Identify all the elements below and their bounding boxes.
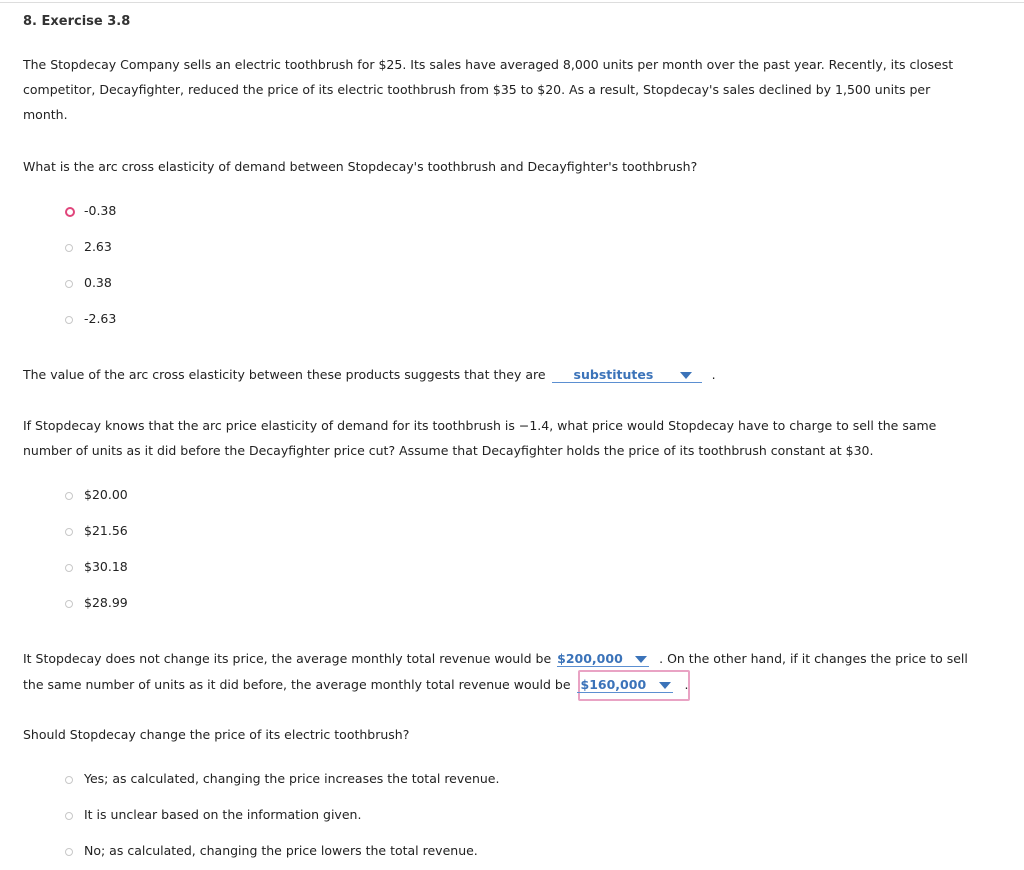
- q3-option-4-radio[interactable]: [65, 600, 73, 608]
- q2-dropdown-value: substitutes: [573, 367, 654, 382]
- q3-option-1-radio[interactable]: [65, 492, 73, 500]
- q1-option-1-radio[interactable]: [65, 207, 75, 217]
- q4-part-3: the same number of units as it did before, the average monthly total revenue would be: [23, 677, 571, 692]
- q5-option-2-label[interactable]: It is unclear based on the information given.: [84, 807, 362, 822]
- q2-sentence: [23, 367, 716, 383]
- q5-option-3-radio[interactable]: [65, 848, 73, 856]
- q4-line-2: [23, 677, 688, 693]
- q2-suffix: .: [711, 367, 716, 382]
- q1-option-1-label[interactable]: -0.38: [84, 203, 117, 218]
- q3-line-1: If Stopdecay knows that the arc price elasticity of demand for its toothbrush is −1.4, what price would Stopdecay have to charge to sell the same: [23, 418, 937, 433]
- q1-option-3-label[interactable]: 0.38: [84, 275, 112, 290]
- chevron-down-icon: [680, 372, 692, 379]
- q4-part-1: It Stopdecay does not change its price, the average monthly total revenue would be: [23, 651, 552, 666]
- q1-option-2-radio[interactable]: [65, 244, 73, 252]
- q1-option-4-label[interactable]: -2.63: [84, 311, 117, 326]
- q5-option-3-label[interactable]: No; as calculated, changing the price lowers the total revenue.: [84, 843, 478, 858]
- q4-dropdown-2-value: $160,000: [580, 677, 647, 692]
- intro-line-3: month.: [23, 107, 68, 122]
- q3-option-1-label[interactable]: $20.00: [84, 487, 128, 502]
- q1-option-3-radio[interactable]: [65, 280, 73, 288]
- intro-line-1: The Stopdecay Company sells an electric toothbrush for $25. Its sales have averaged 8,000 units per month over the past year. Recently, its closest: [23, 57, 954, 72]
- q2-dropdown[interactable]: [552, 367, 702, 383]
- q5-prompt: Should Stopdecay change the price of its electric toothbrush?: [23, 727, 410, 742]
- exercise-title: 8. Exercise 3.8: [23, 14, 131, 29]
- q3-option-2-radio[interactable]: [65, 528, 73, 536]
- intro-paragraph: [23, 52, 998, 127]
- q1-prompt: What is the arc cross elasticity of demand between Stopdecay's toothbrush and Decayfighter's toothbrush?: [23, 159, 698, 174]
- q1-option-4-radio[interactable]: [65, 316, 73, 324]
- q4-line-1: [23, 651, 968, 667]
- q5-option-1-radio[interactable]: [65, 776, 73, 784]
- q5-option-2-radio[interactable]: [65, 812, 73, 820]
- q1-option-2-label[interactable]: 2.63: [84, 239, 112, 254]
- q3-option-2-label[interactable]: $21.56: [84, 523, 128, 538]
- top-divider: [0, 2, 1024, 3]
- q2-prefix: The value of the arc cross elasticity between these products suggests that they are: [23, 367, 546, 382]
- q3-option-3-label[interactable]: $30.18: [84, 559, 128, 574]
- q3-prompt: [23, 413, 998, 463]
- q5-option-1-label[interactable]: Yes; as calculated, changing the price increases the total revenue.: [84, 771, 500, 786]
- q4-dropdown-2[interactable]: [577, 677, 673, 693]
- q4-dropdown-1-value: $200,000: [557, 651, 623, 666]
- chevron-down-icon: [659, 682, 671, 689]
- q3-line-2: number of units as it did before the Decayfighter price cut? Assume that Decayfighter holds the price of its toothbrush constant at $30.: [23, 443, 874, 458]
- q3-option-3-radio[interactable]: [65, 564, 73, 572]
- intro-line-2: competitor, Decayfighter, reduced the price of its electric toothbrush from $35 to $20. As a result, Stopdecay's sales declined by 1,500 units per: [23, 82, 931, 97]
- q4-part-4: .: [684, 677, 689, 692]
- q4-dropdown-1[interactable]: [557, 651, 649, 667]
- q3-option-4-label[interactable]: $28.99: [84, 595, 128, 610]
- chevron-down-icon: [635, 656, 647, 663]
- q4-part-2: . On the other hand, if it changes the price to sell: [659, 651, 968, 666]
